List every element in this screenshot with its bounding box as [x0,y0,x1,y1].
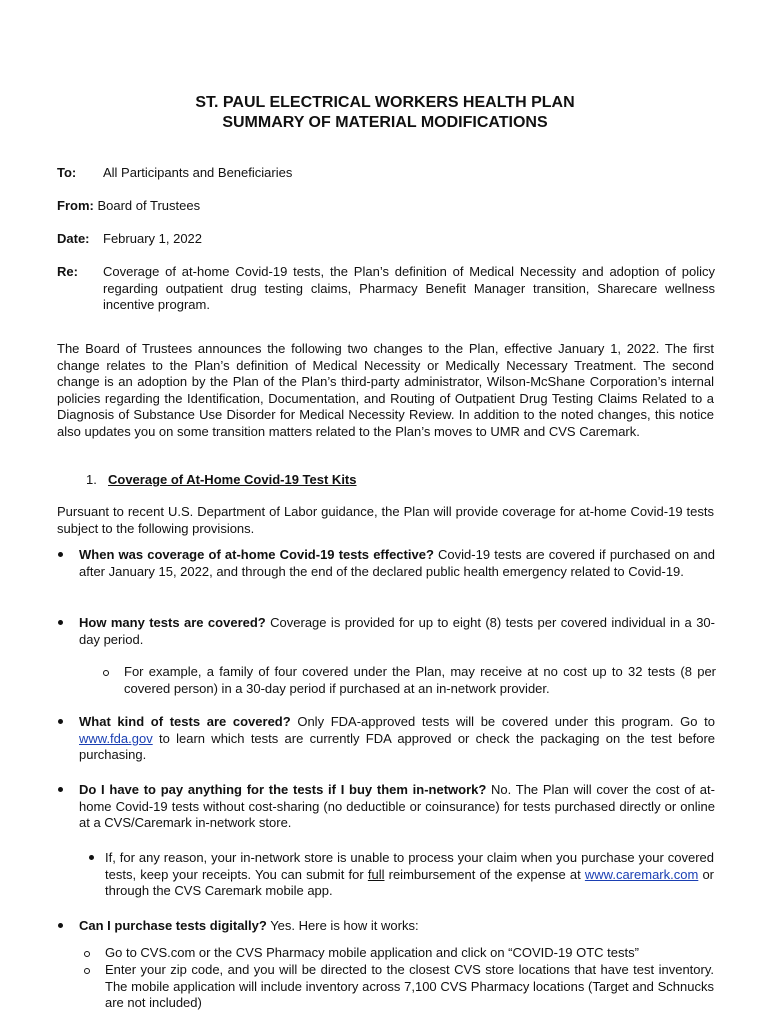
faq-question-3: What kind of tests are covered? [79,714,291,729]
faq-answer-4-note-post: or through the CVS Caremark mobile app. [105,866,715,899]
faq-item-1 [79,547,715,580]
intro-paragraph: The Board of Trustees announces the following two changes to the Plan, effective January 1, 2022. The first change relates to the Plan’s definition of Medical Necessity or Medically Necessary Treatment. The second change is an adoption by the Plan of the Plan’s third-party administrator, Wilson-McShane Corporation’s internal policies regarding the Identification, Documentation, and Routing of Outpatient Drug Testing Claims Related to a Diagnosis of Substance Use Disorder for Medical Necessity Review. In addition to the noted changes, this notice also updates you on some transition matters related to the Plan’s moves to UMR and CVS Caremark. [57,341,714,439]
section-number: 1. [86,472,97,487]
fda-link[interactable]: www.fda.gov [79,730,153,746]
faq-answer-2-example: For example, a family of four covered under the Plan, may receive at no cost up to 32 tests (8 per covered person) in a 30-day period if purchased at an in-network provider. [124,664,716,696]
faq-answer-4-note-mid: reimbursement of the expense at [384,866,585,882]
bullet-icon [58,552,63,557]
faq-answer-4-note [105,850,714,900]
faq-answer-1: Covid-19 tests are covered if purchased on and after January 15, 2022, and through the end of the declared public health emergency related to Covid-19. [79,547,715,579]
faq-question-5: Can I purchase tests digitally? [79,918,267,933]
bullet-icon [89,855,94,860]
bullet-icon [58,719,63,724]
faq-answer-4: No. The Plan will cover the cost of at-home Covid-19 tests without cost-sharing (no deductible or coinsurance) for tests purchased directly or online at a CVS/Caremark in-network store. [79,782,715,831]
faq-answer-2: Coverage is provided for up to eight (8) tests per covered individual in a 30-day period. [79,615,715,647]
faq-item-2 [79,615,715,648]
faq-item-3 [79,714,715,764]
to-value: All Participants and Beneficiaries [103,165,293,180]
faq-question-1: When was coverage of at-home Covid-19 tests effective? [79,547,434,562]
section-heading: Coverage of At-Home Covid-19 Test Kits [108,472,357,487]
re-label: Re: [57,264,78,279]
from-label: From: [57,198,94,213]
document-title: ST. PAUL ELECTRICAL WORKERS HEALTH PLAN [195,94,575,111]
circle-bullet-icon [84,951,90,957]
faq-answer-3-post: to learn which tests are currently FDA approved or check the packaging on the test before purchasing. [79,730,715,763]
bullet-icon [58,923,63,928]
circle-bullet-icon [103,670,109,676]
section-lead: Pursuant to recent U.S. Department of Labor guidance, the Plan will provide coverage for at-home Covid-19 tests subject to the following provisions. [57,504,714,536]
document-subtitle: SUMMARY OF MATERIAL MODIFICATIONS [222,114,548,131]
faq-answer-3-pre: Only FDA-approved tests will be covered under this program. Go to [290,714,715,729]
faq-answer-4-note-pre: If, for any reason, your in-network store is unable to process your claim when you purchase your covered tests, keep your receipts. You can submit for [105,850,714,882]
date-label: Date: [57,231,90,246]
faq-answer-5: Yes. Here is how it works: [266,918,419,933]
to-label: To: [57,165,77,180]
digital-step-2: Enter your zip code, and you will be directed to the closest CVS store locations that have test inventory. The mobile application will include inventory across 7,100 CVS Pharmacy locations (Target and Schnucks are not included) [105,962,714,1011]
faq-question-4: Do I have to pay anything for the tests if I buy them in-network? [79,782,487,797]
bullet-icon [58,787,63,792]
faq-question-2: How many tests are covered? [79,615,266,630]
from-value: Board of Trustees [97,198,201,213]
full-emphasis: full [367,866,385,882]
faq-item-4 [79,782,715,832]
bullet-icon [58,620,63,625]
caremark-link[interactable]: www.caremark.com [584,866,699,882]
from-line [57,198,200,214]
digital-step-1: Go to CVS.com or the CVS Pharmacy mobile application and click on “COVID-19 OTC tests” [105,945,639,960]
faq-item-5 [79,918,715,935]
circle-bullet-icon [84,968,90,974]
re-value: Coverage of at-home Covid-19 tests, the Plan’s definition of Medical Necessity and adoption of policy regarding outpatient drug testing claims, Pharmacy Benefit Manager transition, Sharecare wellness incentive program. [103,264,715,313]
date-value: February 1, 2022 [103,231,203,246]
